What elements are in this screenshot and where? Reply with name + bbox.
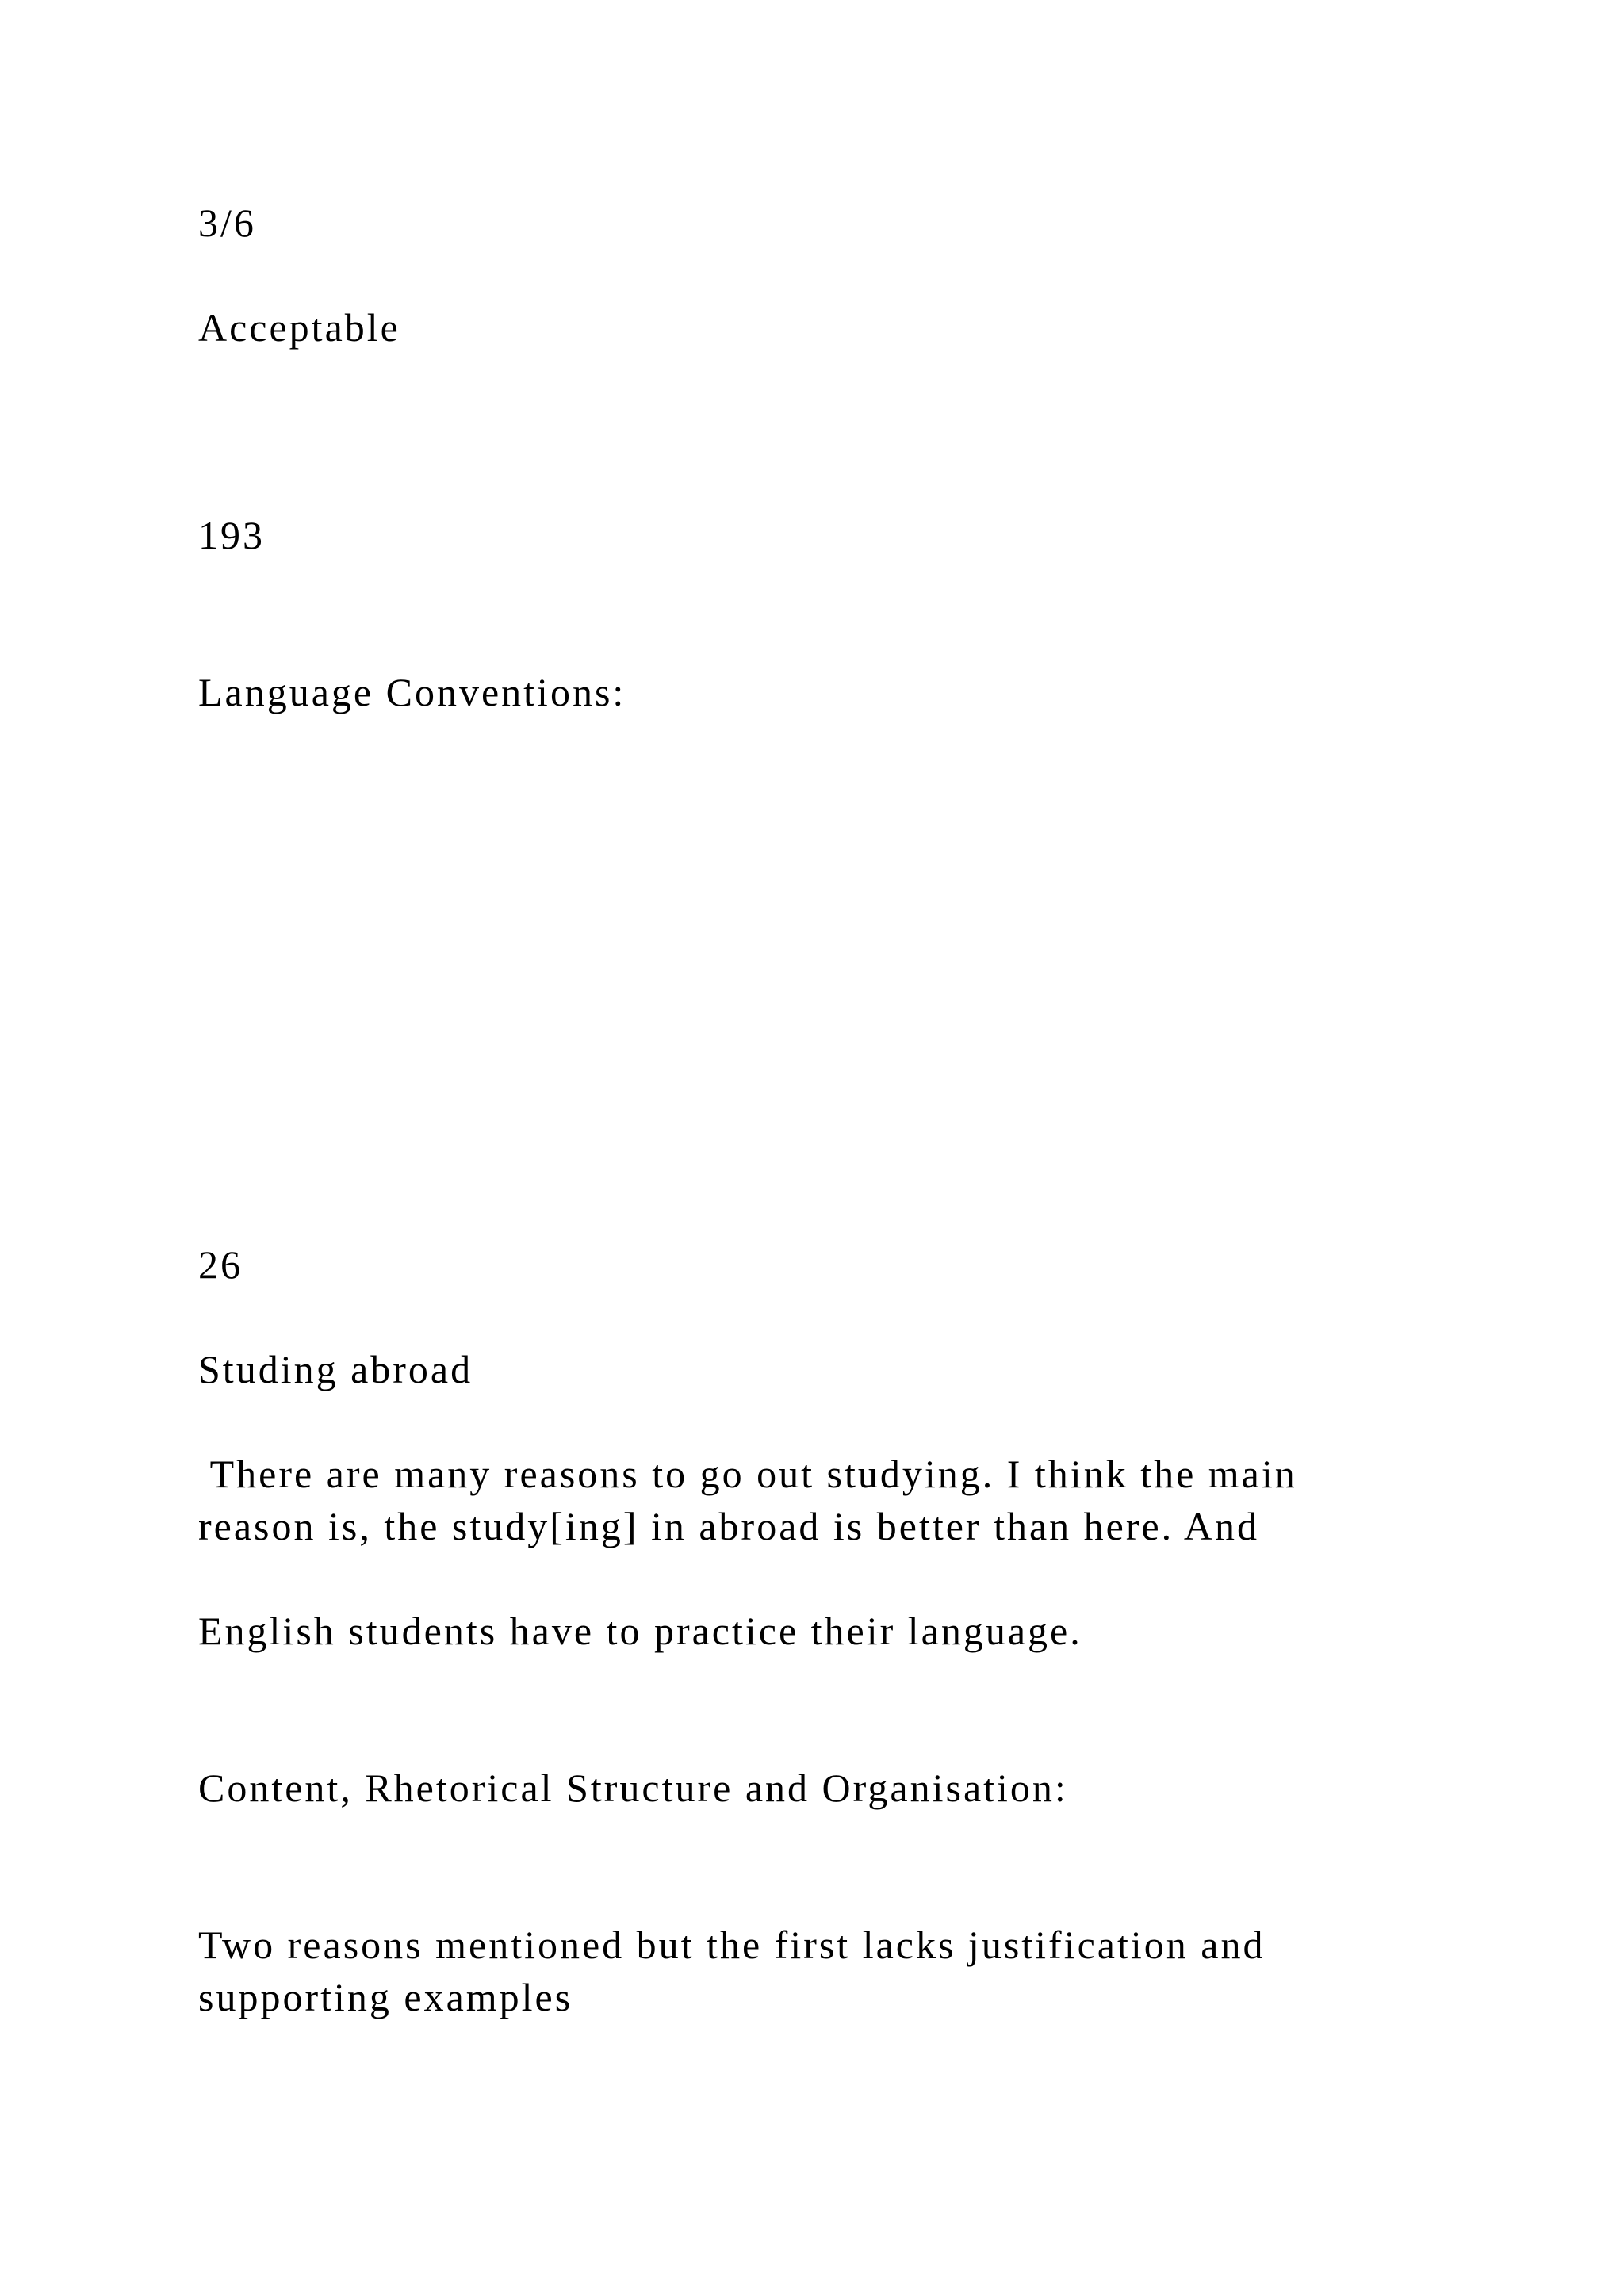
feedback-line: supporting examples (198, 1975, 573, 2019)
sample-number: 26 (198, 1242, 243, 1287)
language-conventions-heading: Language Conventions: (198, 670, 626, 714)
rating-text: Acceptable (198, 305, 400, 350)
content-structure-heading: Content, Rhetorical Structure and Organisation: (198, 1766, 1068, 1810)
score-text: 3/6 (198, 201, 256, 245)
essay-line: reason is, the study[ing] in abroad is better than here. And (198, 1504, 1260, 1548)
feedback-paragraph (198, 1919, 1467, 2023)
essay-line: There are many reasons to go out studying. I think the main (198, 1452, 1297, 1496)
essay-title: Studing abroad (198, 1347, 473, 1391)
essay-paragraph (198, 1448, 1467, 1552)
essay-line: English students have to practice their language. (198, 1609, 1082, 1653)
feedback-line: Two reasons mentioned but the first lacks justification and (198, 1923, 1266, 1967)
word-count: 193 (198, 513, 265, 557)
